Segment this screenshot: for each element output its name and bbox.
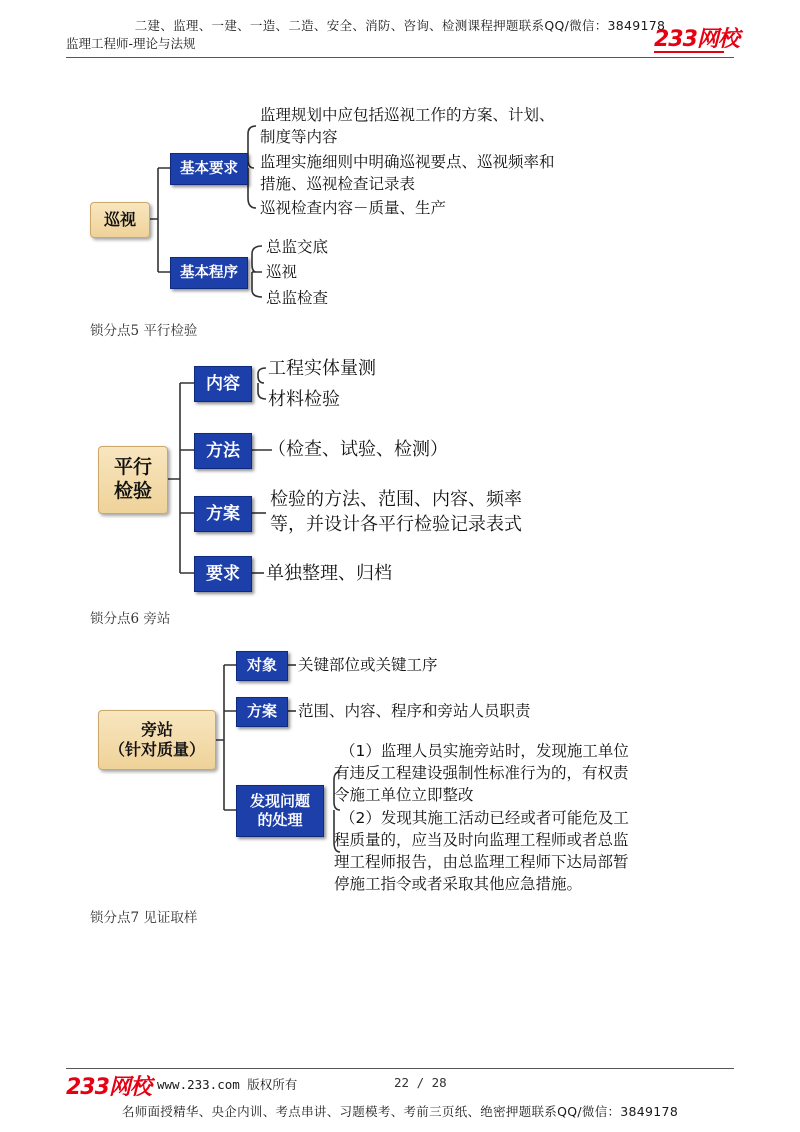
d2-root-line2: 检验 — [113, 480, 152, 502]
d1-proc-item-2: 巡视 — [266, 263, 298, 281]
d1-req-item-1a: 监理规划中应包括巡视工作的方案、计划、 — [260, 106, 555, 124]
section-heading-6: 锁分点6 旁站 — [90, 611, 171, 627]
d3-plan-item-1: 范围、内容、程序和旁站人员职责 — [298, 702, 531, 720]
d3-handling-item-1a: （1）监理人员实施旁站时，发现施工单位 — [340, 742, 629, 760]
d2-content-item-1: 工程实体量测 — [268, 358, 376, 379]
connector-d2-root — [168, 383, 194, 573]
d3-handling-item-2b: 程质量的，应当及时向监理工程师或者总监 — [334, 831, 629, 849]
connector-d1-root — [150, 168, 170, 272]
connector-d3-root — [216, 665, 236, 810]
d3-handling-line2: 的处理 — [257, 811, 303, 829]
d2-method-item-1: （检查、试验、检测） — [268, 439, 448, 460]
d1-root-box: 巡视 — [90, 202, 150, 238]
header-banner: 二建、监理、一建、一造、二造、安全、消防、咨询、检测课程押题联系QQ/微信：3849178 — [134, 18, 666, 33]
d3-handling-item-2d: 停施工指令或者采取其他应急措施。 — [334, 875, 583, 893]
d3-root-line1: 旁站 — [140, 720, 173, 739]
footer-copyright: www.233.com 版权所有 — [157, 1077, 298, 1092]
d2-plan-item-1b: 等，并设计各平行检验记录表式 — [270, 514, 522, 535]
d3-handling-item-2c: 理工程师报告，由总监理工程师下达局部暂 — [334, 853, 629, 871]
header-logo: 233网校 — [654, 27, 739, 52]
d2-branch-content: 内容 — [194, 366, 252, 402]
d2-branch-plan: 方案 — [194, 496, 252, 532]
d1-req-item-3: 巡视检查内容－质量、生产 — [260, 199, 447, 217]
d1-branch-requirements: 基本要求 — [170, 153, 248, 185]
connector-d1-b2 — [252, 246, 262, 297]
d2-branch-method: 方法 — [194, 433, 252, 469]
d1-req-item-2b: 措施、巡视检查记录表 — [260, 175, 416, 193]
d3-branch-plan: 方案 — [236, 697, 288, 727]
d2-branch-requirement: 要求 — [194, 556, 252, 592]
d2-root-box — [98, 446, 168, 514]
footer-logo: 233网校 — [66, 1075, 151, 1100]
d2-content-item-2: 材料检验 — [268, 389, 340, 410]
d2-root-line1: 平行 — [113, 456, 152, 479]
d3-root-box — [98, 710, 216, 770]
d1-proc-item-1: 总监交底 — [266, 238, 329, 256]
d3-handling-line1: 发现问题 — [249, 791, 310, 810]
header-subtitle: 监理工程师-理论与法规 — [66, 36, 196, 51]
d1-proc-item-3: 总监检查 — [266, 289, 329, 307]
section-heading-7: 锁分点7 见证取样 — [90, 910, 198, 926]
d3-object-item-1: 关键部位或关键工序 — [298, 656, 438, 674]
footer-page-number: 22 / 28 — [394, 1075, 447, 1090]
d2-req-item-1: 单独整理、归档 — [266, 563, 392, 584]
d2-plan-item-1a: 检验的方法、范围、内容、频率 — [270, 489, 522, 510]
d1-branch-procedure: 基本程序 — [170, 257, 248, 289]
d3-handling-item-1b: 有违反工程建设强制性标准行为的，有权责 — [334, 764, 629, 782]
d3-root-line2: （针对质量） — [108, 740, 205, 759]
d1-req-item-2a: 监理实施细则中明确巡视要点、巡视频率和 — [260, 153, 555, 171]
connector-d1-b1 — [248, 126, 256, 208]
d3-handling-item-2a: （2）发现其施工活动已经或者可能危及工 — [340, 809, 629, 827]
d3-branch-handling — [236, 785, 324, 837]
footer-banner: 名师面授精华、央企内训、考点串讲、习题模考、考前三页纸、绝密押题联系QQ/微信：3849178 — [121, 1104, 679, 1119]
footer-divider — [66, 1068, 734, 1069]
section-heading-5: 锁分点5 平行检验 — [90, 323, 198, 339]
d1-req-item-1b: 制度等内容 — [260, 128, 338, 146]
d3-handling-item-1c: 令施工单位立即整改 — [334, 786, 474, 804]
connector-d2-b1 — [258, 368, 266, 399]
d3-branch-object: 对象 — [236, 651, 288, 681]
